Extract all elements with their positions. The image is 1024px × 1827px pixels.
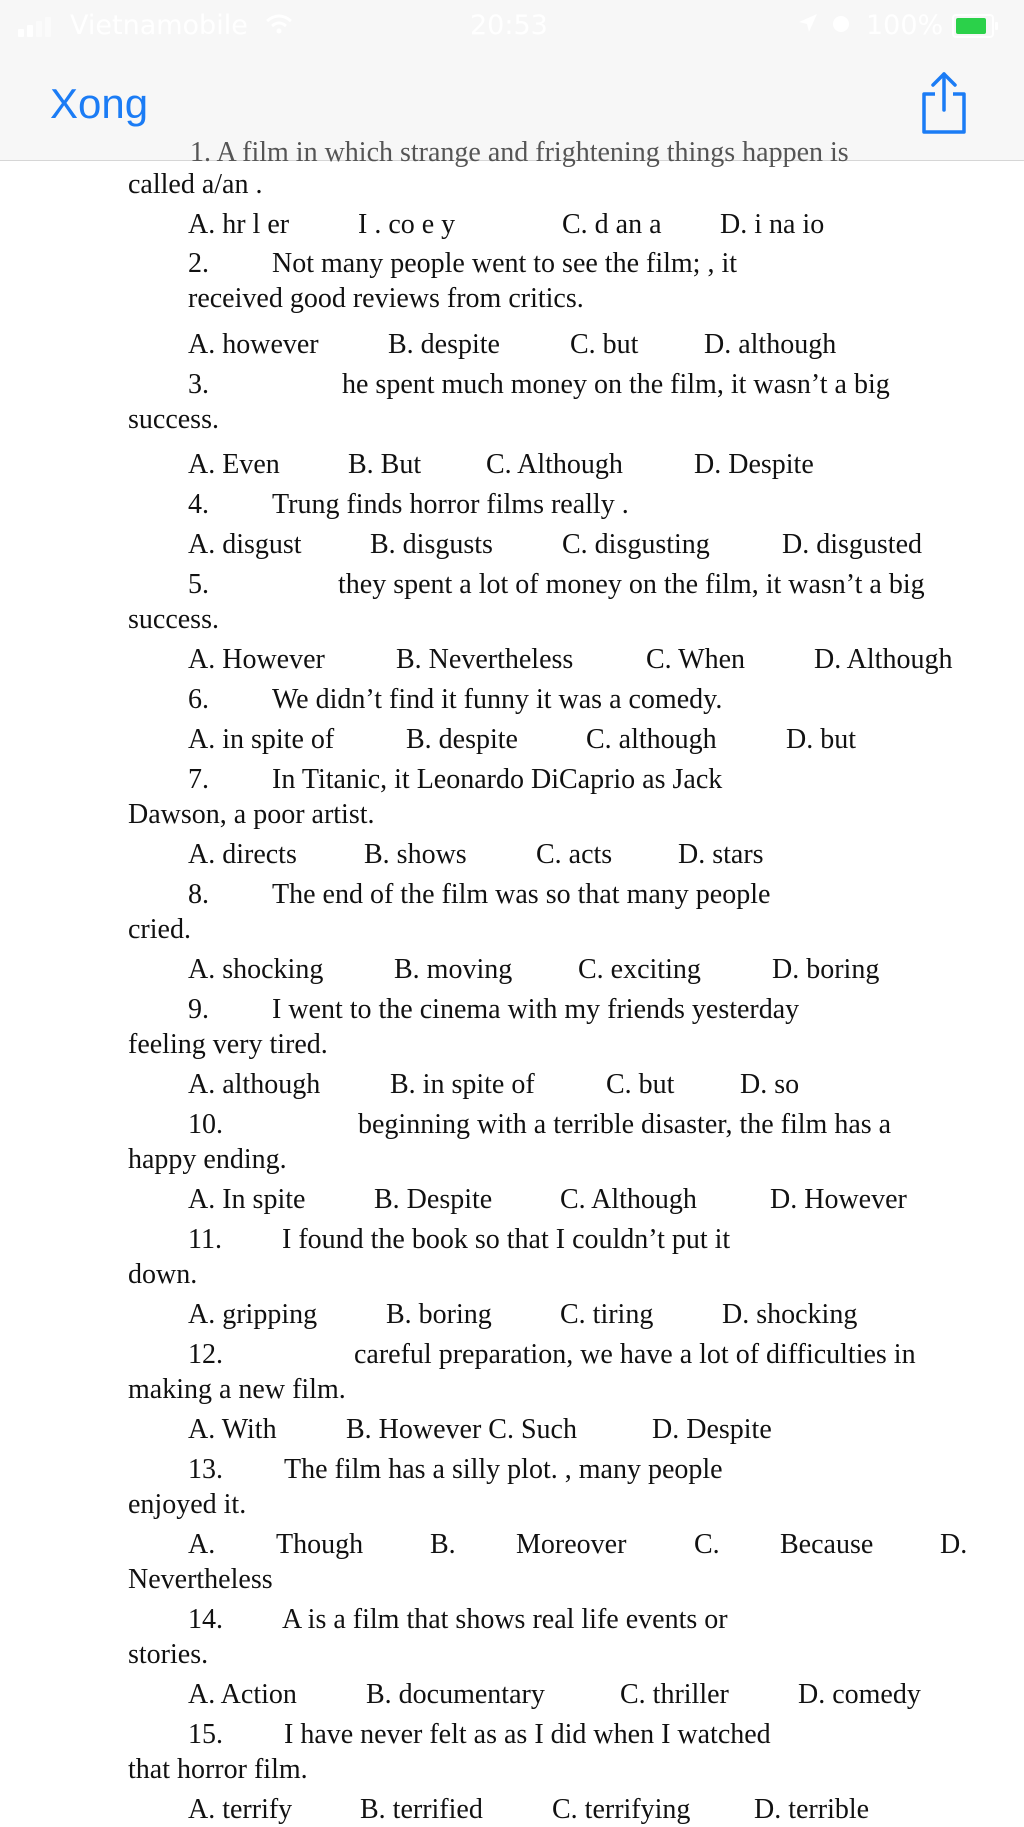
option-d[interactable]: D. i na io: [720, 209, 825, 240]
option-a[interactable]: A. in spite of: [188, 724, 335, 755]
option-c[interactable]: C. although: [586, 724, 717, 755]
option-a[interactable]: A. hr l er: [188, 209, 290, 240]
question-11-text: I found the book so that I couldn’t put it: [282, 1224, 731, 1255]
option-b[interactable]: B. Despite: [374, 1184, 493, 1215]
option-c[interactable]: C. exciting: [578, 954, 701, 985]
question-14-text: A is a film that shows real life events or: [282, 1604, 728, 1635]
option-c[interactable]: D. Despite: [652, 1414, 772, 1445]
battery-percent: 100%: [866, 10, 944, 41]
option-d[interactable]: D. so: [740, 1069, 800, 1100]
question-6-text: We didn’t find it funny it was a comedy.: [272, 684, 723, 715]
question-13-continuation: enjoyed it.: [128, 1489, 247, 1520]
question-4-text: Trung finds horror films really .: [272, 489, 629, 520]
question-number: 13.: [188, 1454, 223, 1485]
option-c[interactable]: C. acts: [536, 839, 613, 870]
share-icon: [916, 70, 972, 136]
question-15-continuation: that horror film.: [128, 1754, 308, 1785]
option-d[interactable]: D. comedy: [798, 1679, 921, 1710]
option-a[interactable]: A. However: [188, 644, 325, 675]
option-b[interactable]: B. documentary: [366, 1679, 545, 1710]
option-d[interactable]: D. but: [786, 724, 856, 755]
option-c[interactable]: C. disgusting: [562, 529, 710, 560]
option-b-letter[interactable]: B.: [430, 1529, 456, 1560]
option-a[interactable]: A. disgust: [188, 529, 302, 560]
question-3-continuation: success.: [128, 404, 219, 435]
option-b[interactable]: B. terrified: [360, 1794, 483, 1825]
option-b[interactable]: B. However C. Such: [346, 1414, 577, 1445]
option-d[interactable]: D. However: [770, 1184, 907, 1215]
option-b[interactable]: B. But: [348, 449, 422, 480]
option-c[interactable]: C. thriller: [620, 1679, 729, 1710]
option-b[interactable]: B. Nevertheless: [396, 644, 574, 675]
option-c[interactable]: C. When: [646, 644, 746, 675]
question-8-continuation: cried.: [128, 914, 191, 945]
question-11-continuation: down.: [128, 1259, 198, 1290]
question-10-continuation: happy ending.: [128, 1144, 287, 1175]
question-number: 15.: [188, 1719, 223, 1750]
question-14-continuation: stories.: [128, 1639, 209, 1670]
question-9-continuation: feeling very tired.: [128, 1029, 328, 1060]
option-b[interactable]: B. despite: [388, 329, 500, 360]
option-c-letter[interactable]: C.: [694, 1529, 720, 1560]
alarm-icon: [830, 12, 852, 40]
option-c[interactable]: C. but: [606, 1069, 675, 1100]
option-d[interactable]: D. although: [704, 329, 837, 360]
option-a[interactable]: A. directs: [188, 839, 297, 870]
signal-icon: [18, 17, 50, 37]
option-d[interactable]: D. boring: [772, 954, 880, 985]
question-5-continuation: success.: [128, 604, 219, 635]
question-number: 2.: [188, 248, 209, 279]
question-number: 6.: [188, 684, 209, 715]
option-c[interactable]: C. Although: [560, 1184, 697, 1215]
question-number: 11.: [188, 1224, 222, 1255]
question-number: 9.: [188, 994, 209, 1025]
option-c[interactable]: C. Although: [486, 449, 623, 480]
question-number: 10.: [188, 1109, 223, 1140]
share-button[interactable]: [916, 70, 972, 136]
option-d[interactable]: D. Although: [814, 644, 953, 675]
option-b[interactable]: B. in spite of: [390, 1069, 535, 1100]
option-b[interactable]: B. boring: [386, 1299, 492, 1330]
option-a[interactable]: A. In spite: [188, 1184, 306, 1215]
question-number: 4.: [188, 489, 209, 520]
question-number: 8.: [188, 879, 209, 910]
option-a[interactable]: A. gripping: [188, 1299, 318, 1330]
option-c[interactable]: Because: [780, 1529, 874, 1560]
option-a[interactable]: A. terrify: [188, 1794, 293, 1825]
done-button[interactable]: Xong: [50, 80, 149, 127]
question-7-continuation: Dawson, a poor artist.: [128, 799, 375, 830]
option-c[interactable]: C. terrifying: [552, 1794, 691, 1825]
question-number: 12.: [188, 1339, 223, 1370]
option-a[interactable]: A. Even: [188, 449, 280, 480]
question-3-text: he spent much money on the film, it wasn’t a big: [342, 369, 890, 400]
question-12-text: careful preparation, we have a lot of difficulties in: [354, 1339, 916, 1370]
question-1-cut-text: 1. A film in which strange and frightening things happen is: [190, 137, 849, 168]
question-9-text: I went to the cinema with my friends yesterday: [272, 994, 800, 1025]
option-b[interactable]: B. moving: [394, 954, 513, 985]
option-d[interactable]: D. shocking: [722, 1299, 858, 1330]
question-number: 3.: [188, 369, 209, 400]
option-a[interactable]: Though: [276, 1529, 364, 1560]
question-5-text: they spent a lot of money on the film, it wasn’t a big: [338, 569, 925, 600]
option-a-letter[interactable]: A.: [188, 1529, 216, 1560]
option-d[interactable]: D. disgusted: [782, 529, 922, 560]
location-icon: [797, 12, 819, 40]
question-7-text: In Titanic, it Leonardo DiCaprio as Jack: [272, 764, 723, 795]
question-2-text: Not many people went to see the film; , it: [272, 248, 738, 279]
battery-icon: [952, 14, 994, 38]
option-d[interactable]: Nevertheless: [128, 1564, 273, 1595]
option-c[interactable]: C. d an a: [562, 209, 662, 240]
question-number: 5.: [188, 569, 209, 600]
clock: 20:53: [470, 10, 548, 41]
option-a[interactable]: A. With: [188, 1414, 277, 1445]
question-13-text: The film has a silly plot. , many people: [284, 1454, 723, 1485]
question-1-options: [188, 207, 970, 242]
question-12-continuation: making a new film.: [128, 1374, 346, 1405]
option-d[interactable]: D. Despite: [694, 449, 814, 480]
carrier-name: Vietnamobile: [70, 10, 248, 41]
question-number: 7.: [188, 764, 209, 795]
option-a[interactable]: A. shocking: [188, 954, 324, 985]
question-8-text: The end of the film was so that many people: [272, 879, 771, 910]
question-13-options: [188, 1527, 970, 1562]
option-b[interactable]: B. shows: [364, 839, 467, 870]
option-b[interactable]: B. despite: [406, 724, 518, 755]
question-1-continuation: called a/an .: [128, 169, 263, 200]
option-a[interactable]: A. however: [188, 329, 319, 360]
option-c[interactable]: C. but: [570, 329, 639, 360]
option-a[interactable]: A. although: [188, 1069, 321, 1100]
question-number: 14.: [188, 1604, 223, 1635]
wifi-icon: [266, 14, 292, 40]
option-d[interactable]: D. stars: [678, 839, 764, 870]
question-10-text: beginning with a terrible disaster, the film has a: [358, 1109, 892, 1140]
status-bar: [0, 0, 1024, 52]
option-b[interactable]: Moreover: [516, 1529, 627, 1560]
option-c[interactable]: C. tiring: [560, 1299, 654, 1330]
option-b[interactable]: I . co e y: [358, 209, 456, 240]
option-d[interactable]: D. terrible: [754, 1794, 870, 1825]
question-15-text: I have never felt as as I did when I watched: [284, 1719, 771, 1750]
option-a[interactable]: A. Action: [188, 1679, 297, 1710]
option-d-letter[interactable]: D.: [940, 1529, 968, 1560]
option-b[interactable]: B. disgusts: [370, 529, 493, 560]
document-page: [0, 137, 1024, 1825]
question-2-continuation: received good reviews from critics.: [188, 283, 584, 314]
